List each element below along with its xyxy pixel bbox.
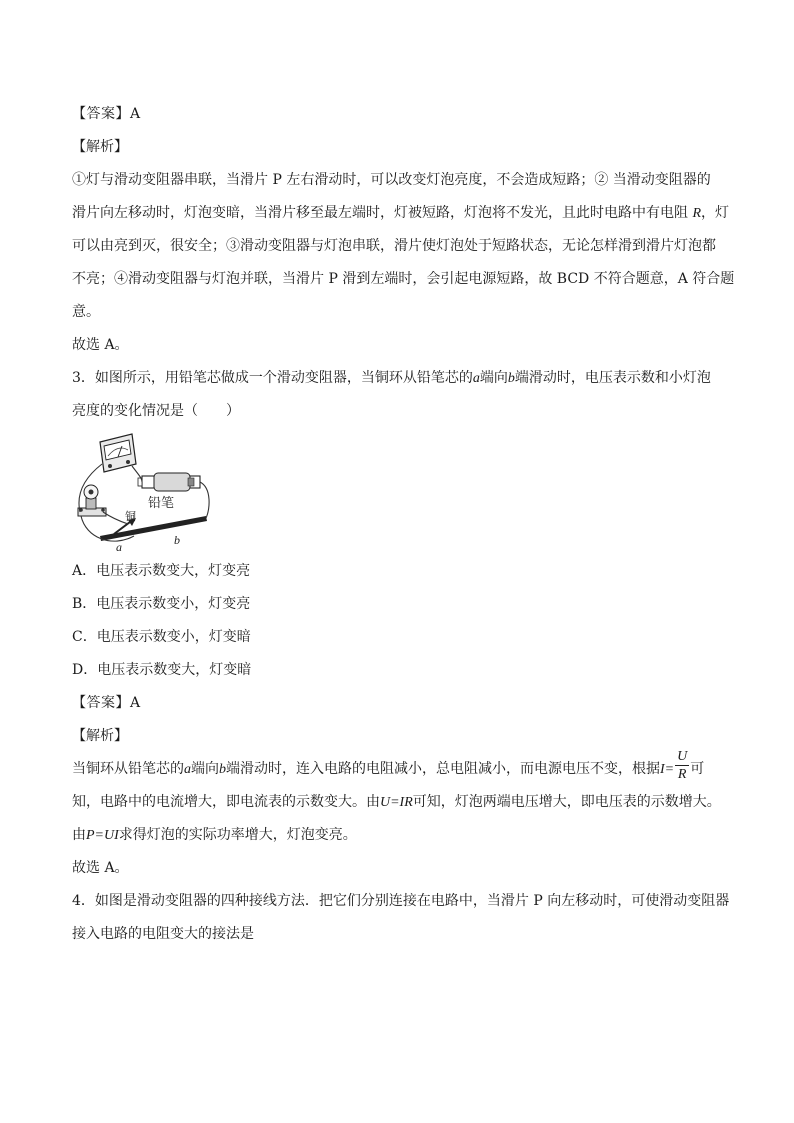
q3-analysis-line: 当铜环从铅笔芯的a端向b端滑动时，连入电路的电阻减小，总电阻减小，而电源电压不变，根据I= $\frac{U}{R}$ 可 xyxy=(72,748,705,782)
formula-ohm: U=IR xyxy=(380,795,413,810)
circuit-diagram xyxy=(72,430,222,552)
q2-analysis-line: 不亮；④滑动变阻器与灯泡并联，当滑片 P 滑到左端时，会引起电源短路，故 BCD 不符合题意，A 符合题 xyxy=(72,271,735,287)
q3-stem: 3．如图所示，用铅笔芯做成一个滑动变阻器，当铜环从铅笔芯的a端向b端滑动时，电压表示数和小灯泡 xyxy=(72,370,711,386)
fraction-denominator: R xyxy=(677,766,687,782)
q3-analysis-line: 由P=UI求得灯泡的实际功率增大，灯泡变亮。 xyxy=(72,827,357,843)
q2-answer xyxy=(72,98,732,131)
variable-r: R xyxy=(692,206,702,221)
q4-stem-line2: 接入电路的电阻变大的接法是 xyxy=(72,926,254,942)
answer-value: A xyxy=(130,106,141,122)
variable-b: b xyxy=(219,762,226,777)
q2-analysis-line: ①灯与滑动变阻器串联，当滑片 P 左右滑动时，可以改变灯泡亮度，不会造成短路；② 当滑动变阻器的 xyxy=(72,172,711,188)
q2-analysis-line: 可以由亮到灭，很安全；③滑动变阻器与灯泡串联，滑片使灯泡处于短路状态，无论怎样滑到滑片灯泡都 xyxy=(72,238,716,254)
q3-conclusion: 故选 A。 xyxy=(72,860,129,876)
voltmeter-icon xyxy=(100,434,136,472)
q2-analysis-line: 滑片向左移动时，灯泡变暗，当滑片移至最左端时，灯被短路，灯泡将不发光，且此时电路中有电阻 R，灯 xyxy=(72,205,730,221)
formula-power: P=UI xyxy=(86,828,119,843)
label-copper: 铜 xyxy=(125,510,136,523)
variable-b: b xyxy=(507,371,515,386)
q3-answer xyxy=(72,687,732,720)
label-a: a xyxy=(116,540,122,552)
q2-conclusion: 故选 A。 xyxy=(72,337,129,353)
q4-stem: 4．如图是滑动变阻器的四种接线方法．把它们分别连接在电路中，当滑片 P 向左移动时，可使滑动变阻器 xyxy=(72,893,730,909)
answer-tag: 【答案】 xyxy=(72,695,130,711)
formula-lhs: I= xyxy=(660,762,675,777)
option-a[interactable]: A．电压表示数变大，灯变亮 xyxy=(72,563,251,579)
q3-analysis-line: 知，电路中的电流增大，即电流表的示数变大。由U=IR可知，灯泡两端电压增大，即电压表的示数增大。 xyxy=(72,794,721,810)
fraction-formula xyxy=(675,748,689,783)
answer-tag: 【答案】 xyxy=(72,106,130,122)
option-b[interactable]: B．电压表示数变小，灯变亮 xyxy=(72,596,251,612)
document-page xyxy=(72,98,735,951)
option-c[interactable]: C．电压表示数变小，灯变暗 xyxy=(72,629,251,645)
q2-analysis-tag: 【解析】 xyxy=(72,139,128,155)
option-d[interactable]: D．电压表示数变大，灯变暗 xyxy=(72,662,252,678)
q3-analysis-tag: 【解析】 xyxy=(72,728,128,744)
label-b: b xyxy=(174,533,180,547)
fraction-numerator: U xyxy=(677,748,688,764)
bulb-icon xyxy=(78,485,106,516)
variable-a: a xyxy=(184,762,191,777)
battery-icon xyxy=(138,473,200,491)
variable-a: a xyxy=(472,371,480,386)
q2-analysis-line: 意。 xyxy=(72,304,100,320)
label-pencil: 铅笔 xyxy=(148,496,175,511)
circuit-figure xyxy=(72,430,222,552)
q3-stem-line2: 亮度的变化情况是（ ） xyxy=(72,403,240,419)
answer-value: A xyxy=(130,695,141,711)
